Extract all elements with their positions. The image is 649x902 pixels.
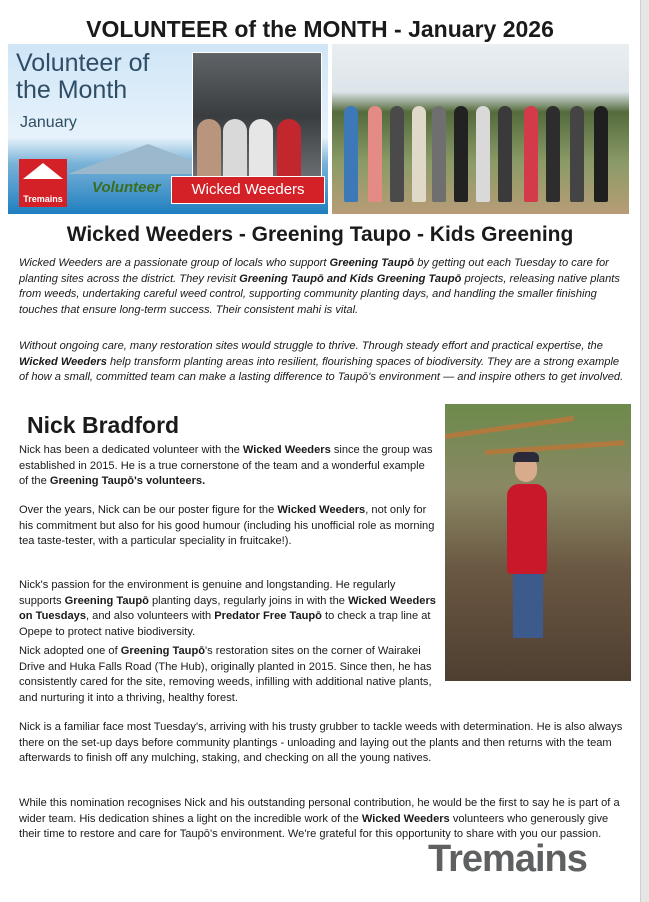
text-run: help transform planting areas into resilient, flourishing spaces of biodiversity. They are a strong example of how a small, committed team can make a lasting difference to Taupō's environment — and inspire others to get involved. [19,355,624,384]
group-member [390,106,404,202]
person-figure [277,119,301,179]
body-paragraph-1 [19,443,437,490]
body-paragraph-3 [19,578,439,640]
body-paragraph-5 [19,720,627,767]
text-run: by getting out each Tuesday to care for planting sites across the district. They revisit [19,257,609,285]
text-run: projects, releasing native plants from weeds, undertaking careful weed control, supporting community planting days, and handling the smaller finishing touches that ensure long-term success. Their consistent mahi is vital. [19,272,620,316]
log [485,440,625,455]
group-photo [332,44,629,214]
person-figure [223,119,247,179]
bold-text: Wicked Weeders [242,444,331,456]
nick-bradford-photo [445,404,631,681]
banner-caption: Wicked Weeders [171,176,325,204]
volunteer-name: Nick Bradford [27,412,180,438]
text-run: Nick adopted one of [19,645,121,657]
text-run: since the group was established in 2015. He is a true cornerstone of the team and a wonderful example of the [19,444,433,488]
body-paragraph-4 [19,644,445,706]
group-member [498,106,512,202]
text-run: While this nomination recognises Nick and his outstanding personal contribution, he would be the first to say he is part of a wider team. His dedication shines a light on the incredible work of the [19,797,620,825]
text-run: Nick is a familiar face most Tuesday's, arriving with his trusty grubber to tackle weeds with determination. He is also always there on the set-up days before community plantings - unloading and laying out the plants and then returns with the team afterwards to finish off any mulching, staking, and checking on all the young natives. [19,721,623,765]
text-run: 's restoration sites on the corner of Wairakei Drive and Huka Falls Road (The Hub), originally planted in 2015. Since then, he has consistently cared for the site, removing weeds, infilling with additional native plants, and nurturing it into a thriving, healthy forest. [19,645,432,704]
group-member [344,106,358,202]
page-edge [641,0,649,902]
volunteer-portrait-photo [192,52,322,180]
tremains-small-logo-text: Tremains [23,194,63,204]
text-run: Nick has been a dedicated volunteer with the [19,444,243,456]
person-cap [513,452,539,462]
text-run: to check a trap line at Opepe to protect native biodiversity. [19,610,431,638]
text-run: , not only for his commitment but also for his good humour (including his unofficial role as morning tea taste-tester, with a particular speciality in fruitcake!). [19,504,435,548]
text-run: Wicked Weeders are a passionate group of locals who support [19,257,330,269]
text-run: planting days, regularly joins in with the [148,594,349,607]
group-member [432,106,446,202]
page-title: VOLUNTEER of the MONTH - January 2026 [86,16,554,42]
person-jacket [507,484,547,574]
text-run: Nick's passion for the environment is genuine and longstanding. He regularly supports [19,579,396,607]
group-member [570,106,584,202]
bold-text: Wicked Weeders [19,355,107,368]
tremains-logo: Tremains [428,838,587,880]
group-member [524,106,538,202]
banner-heading: Volunteer of the Month [16,49,150,104]
person-figure [249,119,273,179]
bold-text: Wicked Weeders on Tuesdays [19,594,436,623]
volunteer-logo: Volunteer [92,179,161,196]
bold-text: Greening Taupō [120,645,205,657]
group-member [412,106,426,202]
bold-text: Predator Free Taupō [214,610,322,623]
person-legs [513,572,543,638]
person-figure [197,119,221,179]
volunteer-banner-image [8,44,328,214]
body-paragraph-2 [19,503,439,550]
group-member [476,106,490,202]
house-roof-icon [23,163,63,179]
group-member [454,106,468,202]
log [445,416,574,439]
banner-month: January [20,114,77,131]
intro-paragraph-1 [19,256,626,318]
bold-text: Greening Taupō [329,257,415,269]
group-member [546,106,560,202]
bold-text: Wicked Weeders [277,504,366,516]
text-run: volunteers who generously give their time to restore and care for Taupō's environment. We're grateful for this opportunity to share with you our passion. [19,812,609,841]
text-run: , and also volunteers with [86,610,215,623]
tremains-small-logo [19,159,67,207]
bold-text: Greening Taupō and Kids Greening Taupō [239,272,462,285]
group-member [594,106,608,202]
bold-text: Wicked Weeders [361,812,450,825]
bold-text: Greening Taupō's volunteers. [49,475,206,488]
text-run: Without ongoing care, many restoration sites would struggle to thrive. Through steady effort and practical expertise, the [19,340,603,352]
group-member [368,106,382,202]
body-paragraph-6 [19,796,623,843]
intro-paragraph-2 [19,339,626,386]
bold-text: Greening Taupō [64,594,149,607]
text-run: Over the years, Nick can be our poster figure for the [19,504,278,516]
section-heading: Wicked Weeders - Greening Taupo - Kids Greening [66,223,574,246]
